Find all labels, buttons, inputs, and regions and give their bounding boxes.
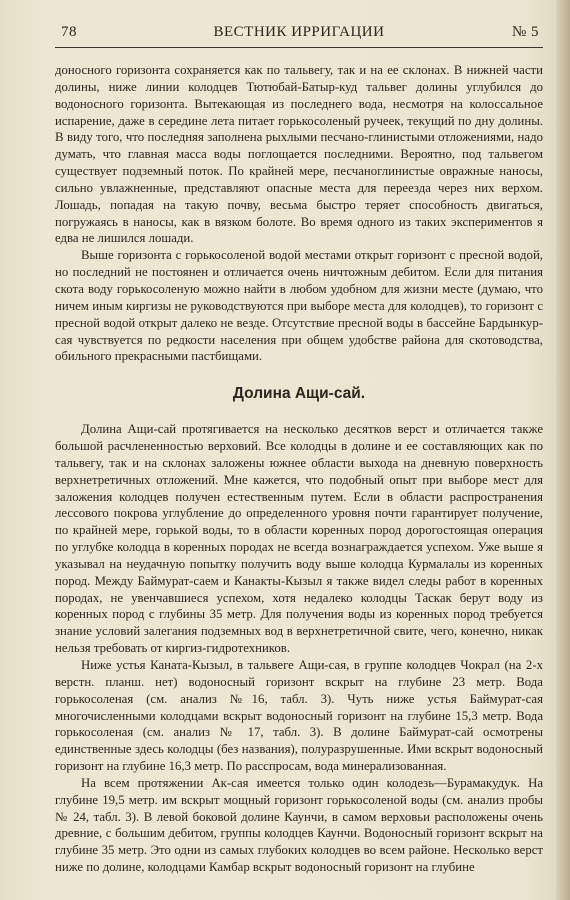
paragraph: На всем протяжении Ак-сая имеется только один колодезь—Бурамакудук. На глубине 19,5 метр. им вскрыт мощный горизонт горькосоленой воды (см. анализ пробы № 24, табл. 3). В левой боковой долине Каунчи, в самом верховьи расположены очень древние, с большим дебитом, группы колодцев Каунчи. Водоносный горизонт вскрыт на глубине 35 метр. Это одни из самых глубоких колодцев во всем районе. Несколько верст ниже по долине, колодцами Камбар вскрыт водоносный горизонт на глубине (55, 775, 543, 875)
paragraph: Ниже устья Каната-Кызыл, в тальвеге Ащи-сая, в группе колодцев Чокрал (на 2-х верстн. планш. нет) водоносный горизонт вскрыт на глубине 23 метр. Вода горькосоленая (см. анализ №16, табл. 3). Чуть ниже устья Баймурат-сая многочисленными колодцами вскрыт водоносный горизонт на глубине 15,3 метр. Вода горькосоленая (см. анализ № 17, табл. 3). В долине Баймурат-сай осмотрены единственные здесь колодцы (без названия), полуразрушенные. Ими вскрыт водоносный горизонт на глубине 16,3 метр. По расспросам, вода минерализованная. (55, 658, 543, 774)
article-body (55, 62, 543, 876)
page-number: 78 (61, 24, 77, 40)
paragraph: Выше горизонта с горькосоленой водой местами открыт горизонт с пресной водой, но последний не постоянен и отличается очень ничтожным дебитом. Если для питания скота воду горькосоленую можно найти в любом удобном для жизни месте (думаю, что ничем иным киргизы не руководствуются при выборе места для колодцев), то горизонт с пресной водой открыт далеко не везде. Отсутствие пресной воды в бассейне Бардынкур-сая чувствуется по редкости населения при общем удобстве района для скотоводства, обильного прекрасными пастбищами. (55, 248, 543, 364)
running-header (55, 24, 543, 46)
section-heading: Долина Ащи-сай. (232, 385, 366, 403)
issue-number: № 5 (511, 24, 539, 40)
journal-title: ВЕСТНИК ИРРИГАЦИИ (213, 24, 385, 40)
page-edge-shadow (556, 0, 570, 900)
paragraph: доносного горизонта сохраняется как по тальвегу, так и на ее склонах. В нижней части долины, ниже линии колодцев Тютюбай-Батыр-куд тальвег долины углубился до водоносного горизонта. Вытекающая из последнего вода, несмотря на колоссальное испарение, даже в середине лета питает горькосоленый ручеек, текущий по дну долины. В виду того, что последняя заполнена рыхлыми песчано-глинистыми отложениями, надо думать, что главная масса воды поглощается последними. Вероятно, под тальвегом существует подземный поток. По крайней мере, песчаноглинистые овражные наносы, сильно увлажненные, представляют опасные места для переезда через них верхом. Лошадь, попадая на такую почву, весьма быстро теряет способность двигаться, погружаясь в наносы, как в вязком болоте. Во время одного из таких экспериментов я едва не лишился лошади. (55, 63, 543, 246)
header-rule (55, 47, 543, 48)
paragraph: Долина Ащи-сай протягивается на несколько десятков верст и отличается также большой расчлененностью верховий. Все колодцы в долине и ее составляющих как по тальвегу, так и на склонах заложены южнее области выхода на дневную поверхность верхнетретичных отложений. Мне кажется, что подобный опыт при выборе мест для заложения колодцев получен естественным путем. Если в области распространения лессового покрова углубление до определенного уровня почти гарантирует получение, по крайней мере, горькой воды, то в области коренных пород дорогостоящая операция по углубке колодца в коренных породах не всегда вознаграждается успехом. Уже выше я указывал на неудачную попытку получить воду выше колодца Курмалалы из коренных пород. Между Баймурат-саем и Канакты-Кызыл я также видел следы работ в коренных породах, не увенчавшиеся успехом, хотя недалеко колодцы Таскак берут воду из коренных пород с глубины 35 метр. Для получения воды из коренных пород требуется знание условий залегания подземных вод в верхнетретичной свите, чего, конечно, никак нельзя требовать от киргиз-гидротехников. (55, 422, 543, 656)
